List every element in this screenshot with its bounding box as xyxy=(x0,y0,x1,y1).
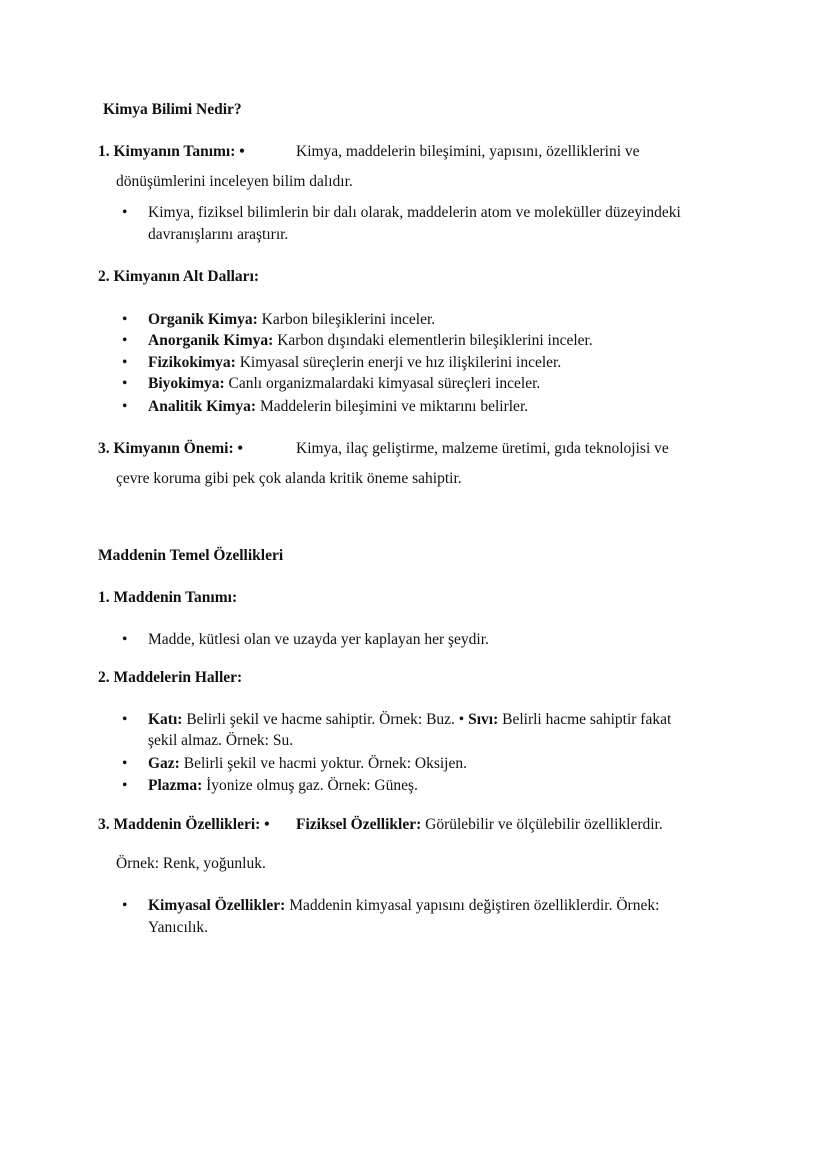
section-title-kimya: Kimya Bilimi Nedir? xyxy=(103,101,242,118)
list-item: Katı: Belirli şekil ve hacme sahiptir. Örnek: Buz. • Sıvı: Belirli hacme sahiptir fakat xyxy=(148,711,672,728)
bullet-icon: • xyxy=(122,354,128,371)
bullet-icon: • xyxy=(122,204,128,221)
heading-kimya-tanimi: 1. Kimyanın Tanımı: • xyxy=(98,143,245,160)
bullet-icon: • xyxy=(122,375,128,392)
list-item: şekil almaz. Örnek: Su. xyxy=(148,732,294,749)
section-title-madde: Maddenin Temel Özellikleri xyxy=(98,547,284,564)
list-item: Kimya, fiziksel bilimlerin bir dalı olarak, maddelerin atom ve moleküller düzeyindeki xyxy=(148,204,681,221)
heading-madde-ozellikleri: 3. Maddenin Özellikleri: • xyxy=(98,816,270,833)
list-item: Gaz: Belirli şekil ve hacmi yoktur. Örnek: Oksijen. xyxy=(148,755,467,772)
paragraph-text: dönüşümlerini inceleyen bilim dalıdır. xyxy=(116,173,353,190)
bullet-icon: • xyxy=(122,755,128,772)
list-item: Kimyasal Özellikler: Maddenin kimyasal yapısını değiştiren özelliklerdir. Örnek: xyxy=(148,897,660,914)
bullet-icon: • xyxy=(122,777,128,794)
bullet-icon: • xyxy=(122,897,128,914)
bullet-icon: • xyxy=(122,711,128,728)
bullet-icon: • xyxy=(122,311,128,328)
heading-madde-haller: 2. Maddelerin Haller: xyxy=(98,669,243,686)
list-item: Fizikokimya: Kimyasal süreçlerin enerji ve hız ilişkilerini inceler. xyxy=(148,354,562,371)
paragraph-text: Fiziksel Özellikler: Görülebilir ve ölçülebilir özelliklerdir. xyxy=(296,816,663,833)
bullet-icon: • xyxy=(122,398,128,415)
list-item: Plazma: İyonize olmuş gaz. Örnek: Güneş. xyxy=(148,777,418,794)
bullet-icon: • xyxy=(122,631,128,648)
paragraph-text: Kimya, ilaç geliştirme, malzeme üretimi, gıda teknolojisi ve xyxy=(296,440,669,457)
list-item: Yanıcılık. xyxy=(148,919,209,936)
paragraph-text: Kimya, maddelerin bileşimini, yapısını, özelliklerini ve xyxy=(296,143,640,160)
paragraph-text: çevre koruma gibi pek çok alanda kritik öneme sahiptir. xyxy=(116,470,462,487)
list-item: Anorganik Kimya: Karbon dışındaki elementlerin bileşiklerini inceler. xyxy=(148,332,593,349)
paragraph-text: Örnek: Renk, yoğunluk. xyxy=(116,855,266,872)
bullet-icon: • xyxy=(122,332,128,349)
list-item: Analitik Kimya: Maddelerin bileşimini ve miktarını belirler. xyxy=(148,398,529,415)
heading-madde-tanimi: 1. Maddenin Tanımı: xyxy=(98,589,238,606)
heading-kimya-onemi: 3. Kimyanın Önemi: • xyxy=(98,440,243,457)
list-item: davranışlarını araştırır. xyxy=(148,226,289,243)
list-item: Madde, kütlesi olan ve uzayda yer kaplayan her şeydir. xyxy=(148,631,489,648)
list-item: Biyokimya: Canlı organizmalardaki kimyasal süreçleri inceler. xyxy=(148,375,541,392)
heading-alt-dallar: 2. Kimyanın Alt Dalları: xyxy=(98,268,260,285)
list-item: Organik Kimya: Karbon bileşiklerini inceler. xyxy=(148,311,436,328)
